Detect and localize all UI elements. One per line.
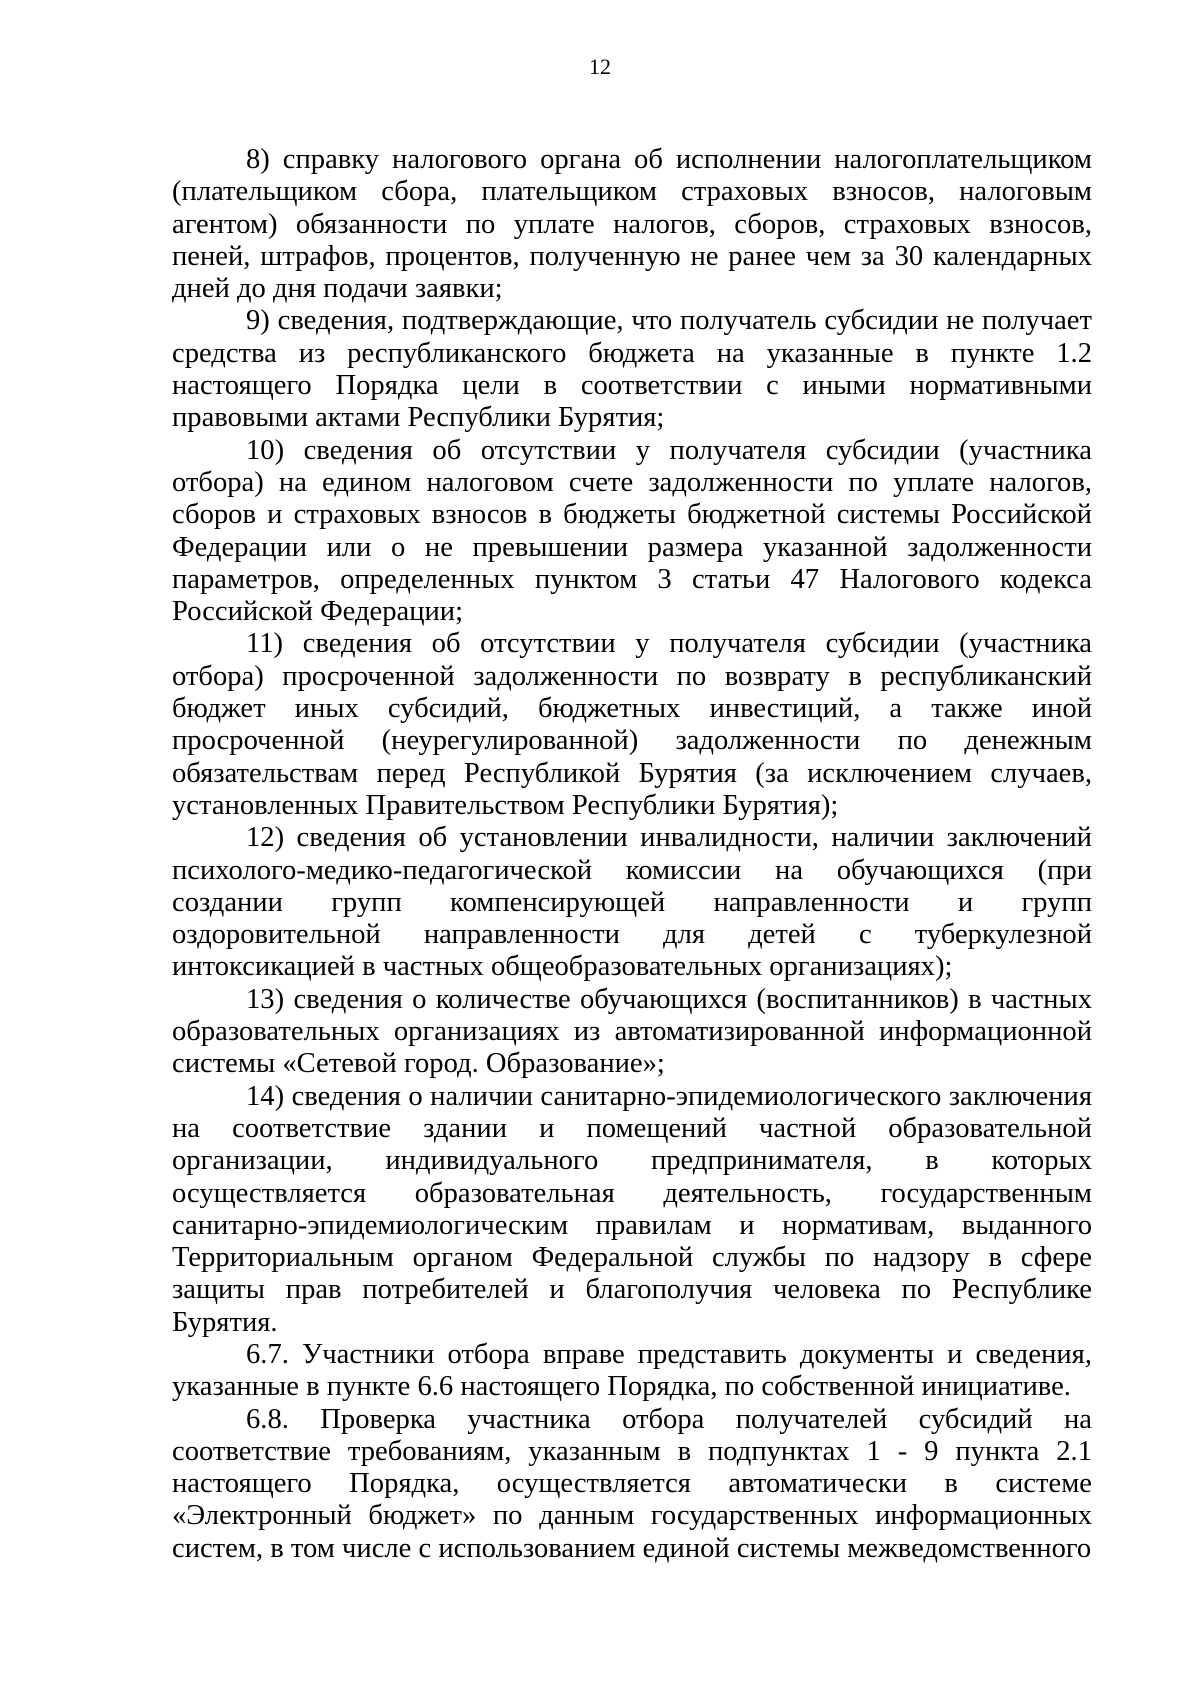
paragraph-item-9: 9) сведения, подтверждающие, что получатель субсидии не получает средства из республиканского бюджета на указанные в пункте 1.2 настоящего Порядка цели в соответствии с иными нормативными правовыми актами Республики Бурятия;	[172, 305, 1092, 434]
document-body	[172, 144, 1092, 1565]
paragraph-section-6-7: 6.7. Участники отбора вправе представить документы и сведения, указанные в пункте 6.6 настоящего Порядка, по собственной инициативе.	[172, 1338, 1092, 1403]
paragraph-section-6-8: 6.8. Проверка участника отбора получателей субсидий на соответствие требованиям, указанным в подпунктах 1 - 9 пункта 2.1 настоящего Порядка, осуществляется автоматически в системе «Электронный бюджет» по данным государственных информационных систем, в том числе с использованием единой системы межведомственного	[172, 1403, 1092, 1564]
paragraph-item-10: 10) сведения об отсутствии у получателя субсидии (участника отбора) на едином налоговом счете задолженности по уплате налогов, сборов и страховых взносов в бюджеты бюджетной системы Российской Федерации или о не превышении размера указанной задолженности параметров, определенных пунктом 3 статьи 47 Налогового кодекса Российской Федерации;	[172, 434, 1092, 628]
paragraph-item-8: 8) справку налогового органа об исполнении налогоплательщиком (плательщиком сбора, плательщиком страховых взносов, налоговым агентом) обязанности по уплате налогов, сборов, страховых взносов, пеней, штрафов, процентов, полученную не ранее чем за 30 календарных дней до дня подачи заявки;	[172, 144, 1092, 305]
paragraph-item-13: 13) сведения о количестве обучающихся (воспитанников) в частных образовательных организациях из автоматизированной информационной системы «Сетевой город. Образование»;	[172, 983, 1092, 1080]
paragraph-item-14: 14) сведения о наличии санитарно-эпидемиологического заключения на соответствие здании и помещений частной образовательной организации, индивидуального предпринимателя, в которых осуществляется образовательная деятельность, государственным санитарно-эпидемиологическим правилам и нормативам, выданного Территориальным органом Федеральной службы по надзору в сфере защиты прав потребителей и благополучия человека по Республике Бурятия.	[172, 1080, 1092, 1338]
paragraph-item-11: 11) сведения об отсутствии у получателя субсидии (участника отбора) просроченной задолженности по возврату в республиканский бюджет иных субсидий, бюджетных инвестиций, а также иной просроченной (неурегулированной) задолженности по денежным обязательствам перед Республикой Бурятия (за исключением случаев, установленных Правительством Республики Бурятия);	[172, 628, 1092, 821]
page-number: 12	[589, 54, 611, 79]
paragraph-item-12: 12) сведения об установлении инвалидности, наличии заключений психолого-медико-педагогической комиссии на обучающихся (при создании групп компенсирующей направленности и групп оздоровительной направленности для детей с туберкулезной интоксикацией в частных общеобразовательных организациях);	[172, 822, 1092, 983]
